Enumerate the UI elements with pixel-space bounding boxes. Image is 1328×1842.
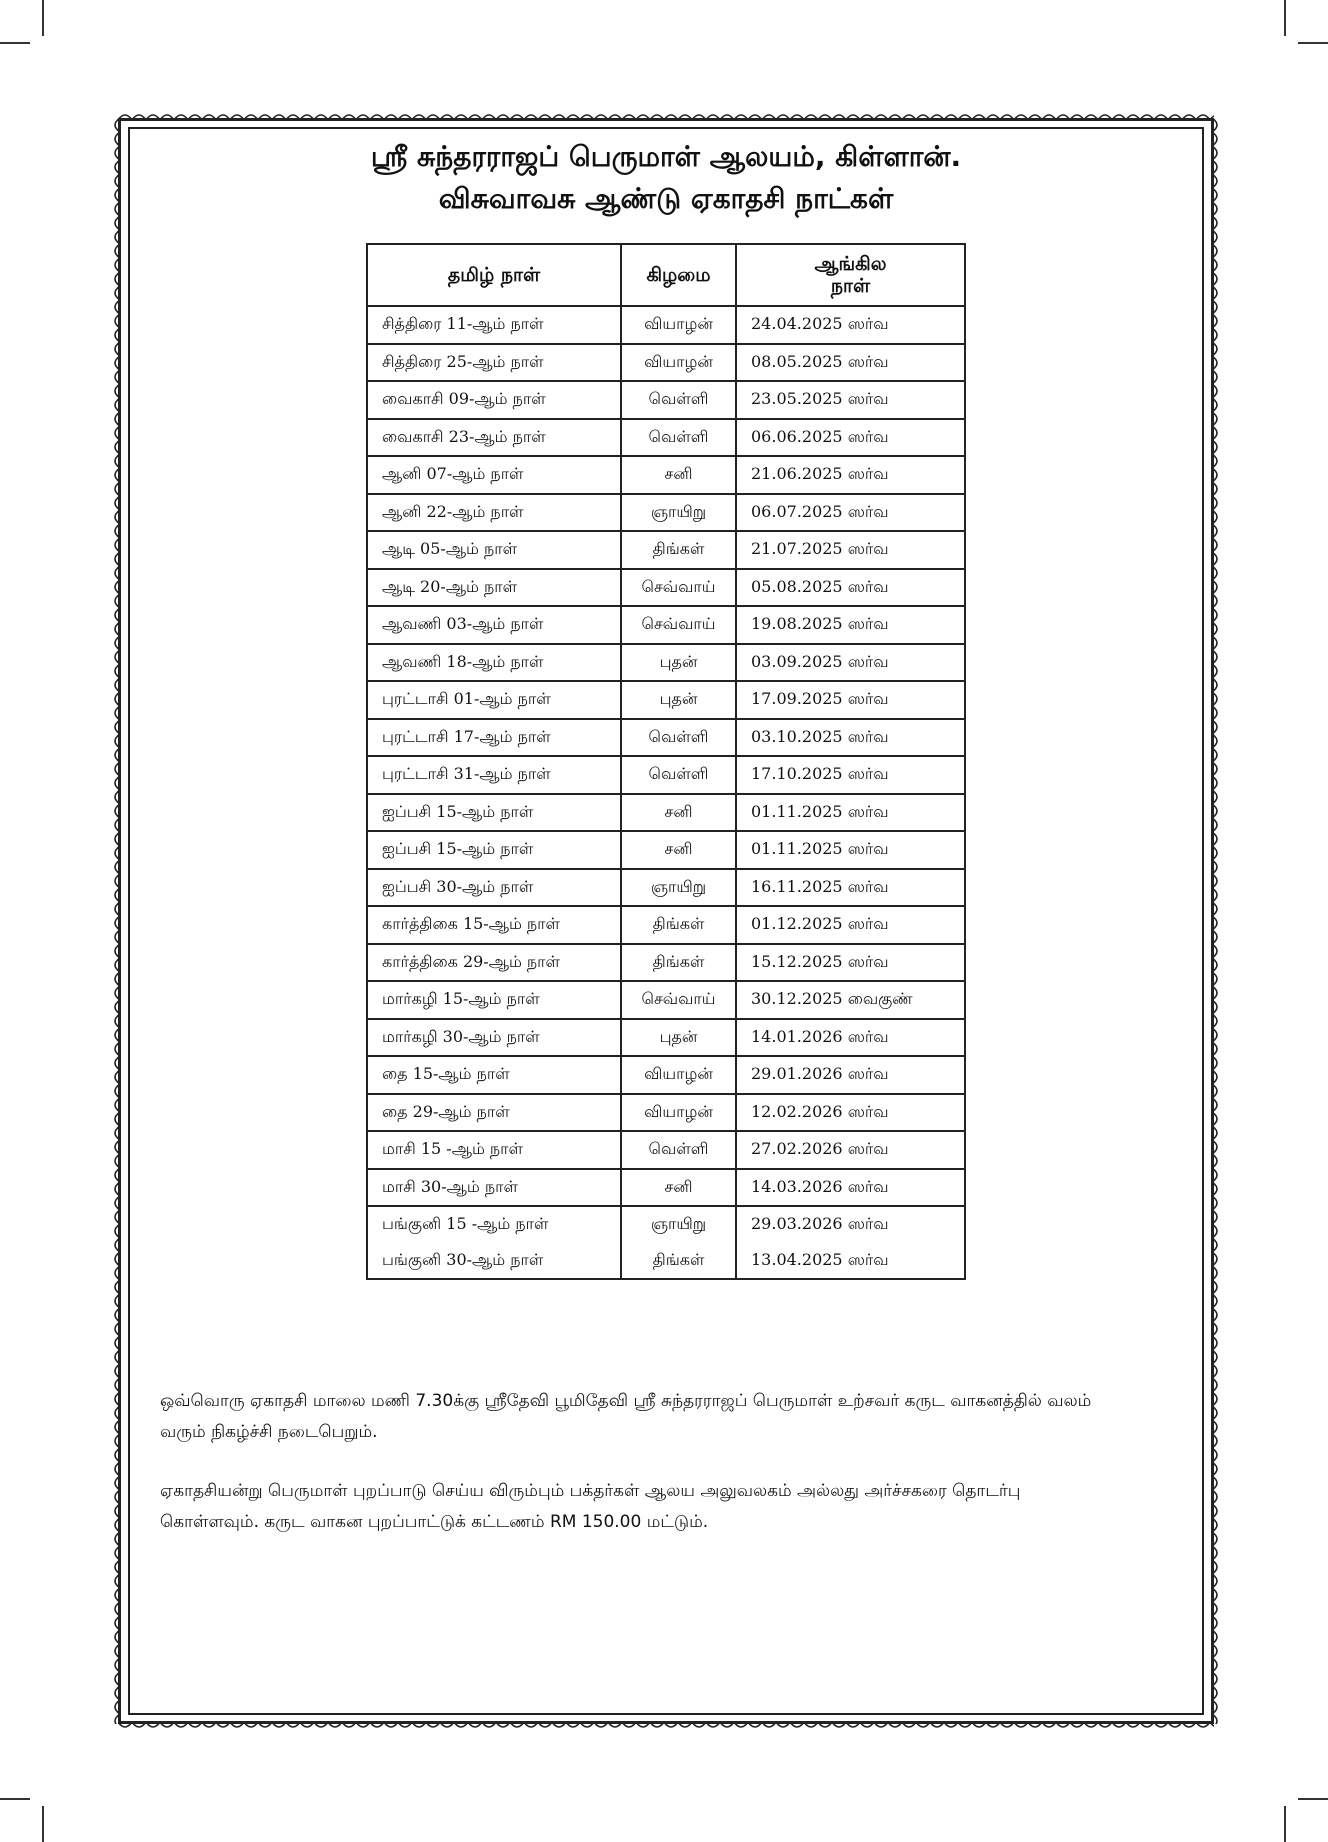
note-paragraph: ஒவ்வொரு ஏகாதசி மாலை மணி 7.30க்கு ஸ்ரீதேவி பூமிதேவி ஸ்ரீ சுந்தரராஜப் பெருமாள் உற்சவர் கருட வாகனத்தில் வலம் வரும் நிகழ்ச்சி நடைபெறும்.	[160, 1391, 1092, 1442]
crop-mark	[1284, 1806, 1286, 1842]
weekday-cell: திங்கள்	[621, 944, 736, 982]
crop-mark	[1298, 1798, 1328, 1800]
table-row	[367, 419, 965, 457]
weekday-cell: புதன்	[621, 1019, 736, 1057]
english-date-cell: 08.05.2025 ஸர்வ	[736, 344, 965, 382]
english-date-cell: 03.10.2025 ஸர்வ	[736, 719, 965, 757]
column-header-tamil-date: தமிழ் நாள்	[367, 244, 621, 306]
english-date-cell: 17.10.2025 ஸர்வ	[736, 756, 965, 794]
english-date-cell: 27.02.2026 ஸர்வ	[736, 1131, 965, 1169]
english-date-cell: 05.08.2025 ஸர்வ	[736, 569, 965, 607]
english-date-cell: 21.06.2025 ஸர்வ	[736, 456, 965, 494]
weekday-cell: சனி	[621, 456, 736, 494]
table-row	[367, 1094, 965, 1132]
table-row	[367, 756, 965, 794]
tamil-date-cell: வைகாசி 09-ஆம் நாள்	[367, 381, 621, 419]
tamil-date-cell: பங்குனி 30-ஆம் நாள்	[367, 1243, 621, 1280]
tamil-date-cell: ஆனி 07-ஆம் நாள்	[367, 456, 621, 494]
tamil-date-cell: ஆடி 20-ஆம் நாள்	[367, 569, 621, 607]
english-date-cell: 06.06.2025 ஸர்வ	[736, 419, 965, 457]
column-header-weekday: கிழமை	[621, 244, 736, 306]
weekday-cell: செவ்வாய்	[621, 981, 736, 1019]
english-date-cell: 17.09.2025 ஸர்வ	[736, 681, 965, 719]
tamil-date-cell: ஆவணி 18-ஆம் நாள்	[367, 644, 621, 682]
english-date-cell: 16.11.2025 ஸர்வ	[736, 869, 965, 907]
tamil-date-cell: மார்கழி 30-ஆம் நாள்	[367, 1019, 621, 1057]
weekday-cell: வெள்ளி	[621, 381, 736, 419]
tamil-date-cell: தை 15-ஆம் நாள்	[367, 1056, 621, 1094]
table-row	[367, 569, 965, 607]
english-date-cell: 29.01.2026 ஸர்வ	[736, 1056, 965, 1094]
tamil-date-cell: மார்கழி 15-ஆம் நாள்	[367, 981, 621, 1019]
table-row	[367, 1169, 965, 1207]
scallop-border-right	[1210, 118, 1220, 1724]
crop-mark	[0, 42, 30, 44]
tamil-date-cell: சித்திரை 11-ஆம் நாள்	[367, 306, 621, 344]
tamil-date-cell: ஆடி 05-ஆம் நாள்	[367, 531, 621, 569]
weekday-cell: புதன்	[621, 644, 736, 682]
table-row	[367, 1056, 965, 1094]
tamil-date-cell: பங்குனி 15 -ஆம் நாள்	[367, 1206, 621, 1243]
weekday-cell: ஞாயிறு	[621, 869, 736, 907]
english-date-cell: 14.01.2026 ஸர்வ	[736, 1019, 965, 1057]
weekday-cell: புதன்	[621, 681, 736, 719]
english-date-cell: 14.03.2026 ஸர்வ	[736, 1169, 965, 1207]
weekday-cell: வெள்ளி	[621, 1131, 736, 1169]
table-header-row	[367, 244, 965, 306]
table-row	[367, 531, 965, 569]
table-row	[367, 344, 965, 382]
tamil-date-cell: புரட்டாசி 31-ஆம் நாள்	[367, 756, 621, 794]
tamil-date-cell: சித்திரை 25-ஆம் நாள்	[367, 344, 621, 382]
note-paragraph: ஏகாதசியன்று பெருமாள் புறப்பாடு செய்ய விரும்பும் பக்தர்கள் ஆலய அலுவலகம் அல்லது அர்ச்சகரை தொடர்பு கொள்ளவும். கருட வாகன புறப்பாட்டுக் கட்டணம் RM 150.00 மட்டும்.	[160, 1481, 1021, 1532]
tamil-date-cell: புரட்டாசி 01-ஆம் நாள்	[367, 681, 621, 719]
weekday-cell: சனி	[621, 1169, 736, 1207]
crop-mark	[42, 1806, 44, 1842]
weekday-cell: செவ்வாய்	[621, 569, 736, 607]
weekday-cell: வெள்ளி	[621, 719, 736, 757]
english-date-cell: 03.09.2025 ஸர்வ	[736, 644, 965, 682]
table-row	[367, 831, 965, 869]
weekday-cell: சனி	[621, 794, 736, 832]
scallop-border-left	[112, 118, 122, 1724]
tamil-date-cell: தை 29-ஆம் நாள்	[367, 1094, 621, 1132]
crop-mark	[1298, 42, 1328, 44]
weekday-cell: வியாழன்	[621, 1056, 736, 1094]
table-row	[367, 794, 965, 832]
tamil-date-cell: ஆவணி 03-ஆம் நாள்	[367, 606, 621, 644]
english-date-cell: 23.05.2025 ஸர்வ	[736, 381, 965, 419]
table-row	[367, 456, 965, 494]
column-header-english-date: ஆங்கில நாள்	[736, 244, 965, 306]
english-date-cell: 19.08.2025 ஸர்வ	[736, 606, 965, 644]
english-date-cell: 30.12.2025 வைகுண்	[736, 981, 965, 1019]
table-row	[367, 1206, 965, 1243]
tamil-date-cell: கார்த்திகை 15-ஆம் நாள்	[367, 906, 621, 944]
tamil-date-cell: மாசி 15 -ஆம் நாள்	[367, 1131, 621, 1169]
scallop-border-top	[118, 112, 1214, 122]
table-row	[367, 644, 965, 682]
table-row	[367, 381, 965, 419]
weekday-cell: திங்கள்	[621, 531, 736, 569]
table-row	[367, 681, 965, 719]
table-row	[367, 494, 965, 532]
table-row	[367, 1019, 965, 1057]
english-date-cell: 12.02.2026 ஸர்வ	[736, 1094, 965, 1132]
tamil-date-cell: ஐப்பசி 30-ஆம் நாள்	[367, 869, 621, 907]
english-date-cell: 15.12.2025 ஸர்வ	[736, 944, 965, 982]
table-row	[367, 981, 965, 1019]
crop-mark	[0, 1798, 30, 1800]
weekday-cell: வியாழன்	[621, 306, 736, 344]
page-subtitle: விசுவாவசு ஆண்டு ஏகாதசி நாட்கள்	[438, 182, 894, 215]
table-row	[367, 606, 965, 644]
english-date-cell: 01.11.2025 ஸர்வ	[736, 831, 965, 869]
weekday-cell: வெள்ளி	[621, 756, 736, 794]
page-title: ஸ்ரீ சுந்தரராஜப் பெருமாள் ஆலயம், கிள்ளான்.	[370, 140, 962, 173]
table-body	[367, 306, 965, 1279]
weekday-cell: திங்கள்	[621, 1243, 736, 1280]
weekday-cell: திங்கள்	[621, 906, 736, 944]
weekday-cell: சனி	[621, 831, 736, 869]
tamil-date-cell: ஆனி 22-ஆம் நாள்	[367, 494, 621, 532]
english-date-cell: 21.07.2025 ஸர்வ	[736, 531, 965, 569]
weekday-cell: ஞாயிறு	[621, 494, 736, 532]
table-row	[367, 719, 965, 757]
tamil-date-cell: வைகாசி 23-ஆம் நாள்	[367, 419, 621, 457]
table-row	[367, 944, 965, 982]
table-row	[367, 306, 965, 344]
table-row	[367, 906, 965, 944]
english-date-cell: 29.03.2026 ஸர்வ	[736, 1206, 965, 1243]
scallop-border-bottom	[118, 1720, 1214, 1730]
weekday-cell: செவ்வாய்	[621, 606, 736, 644]
english-date-cell: 01.12.2025 ஸர்வ	[736, 906, 965, 944]
english-date-cell: 13.04.2025 ஸர்வ	[736, 1243, 965, 1280]
weekday-cell: வியாழன்	[621, 344, 736, 382]
tamil-date-cell: மாசி 30-ஆம் நாள்	[367, 1169, 621, 1207]
english-date-cell: 06.07.2025 ஸர்வ	[736, 494, 965, 532]
ekadasi-table	[366, 243, 966, 1280]
tamil-date-cell: ஐப்பசி 15-ஆம் நாள்	[367, 831, 621, 869]
crop-mark	[1284, 0, 1286, 36]
table-row	[367, 1243, 965, 1280]
table-row	[367, 869, 965, 907]
english-date-cell: 01.11.2025 ஸர்வ	[736, 794, 965, 832]
english-date-cell: 24.04.2025 ஸர்வ	[736, 306, 965, 344]
weekday-cell: ஞாயிறு	[621, 1206, 736, 1243]
weekday-cell: வெள்ளி	[621, 419, 736, 457]
tamil-date-cell: கார்த்திகை 29-ஆம் நாள்	[367, 944, 621, 982]
table-row	[367, 1131, 965, 1169]
crop-mark	[42, 0, 44, 36]
tamil-date-cell: புரட்டாசி 17-ஆம் நாள்	[367, 719, 621, 757]
tamil-date-cell: ஐப்பசி 15-ஆம் நாள்	[367, 794, 621, 832]
weekday-cell: வியாழன்	[621, 1094, 736, 1132]
